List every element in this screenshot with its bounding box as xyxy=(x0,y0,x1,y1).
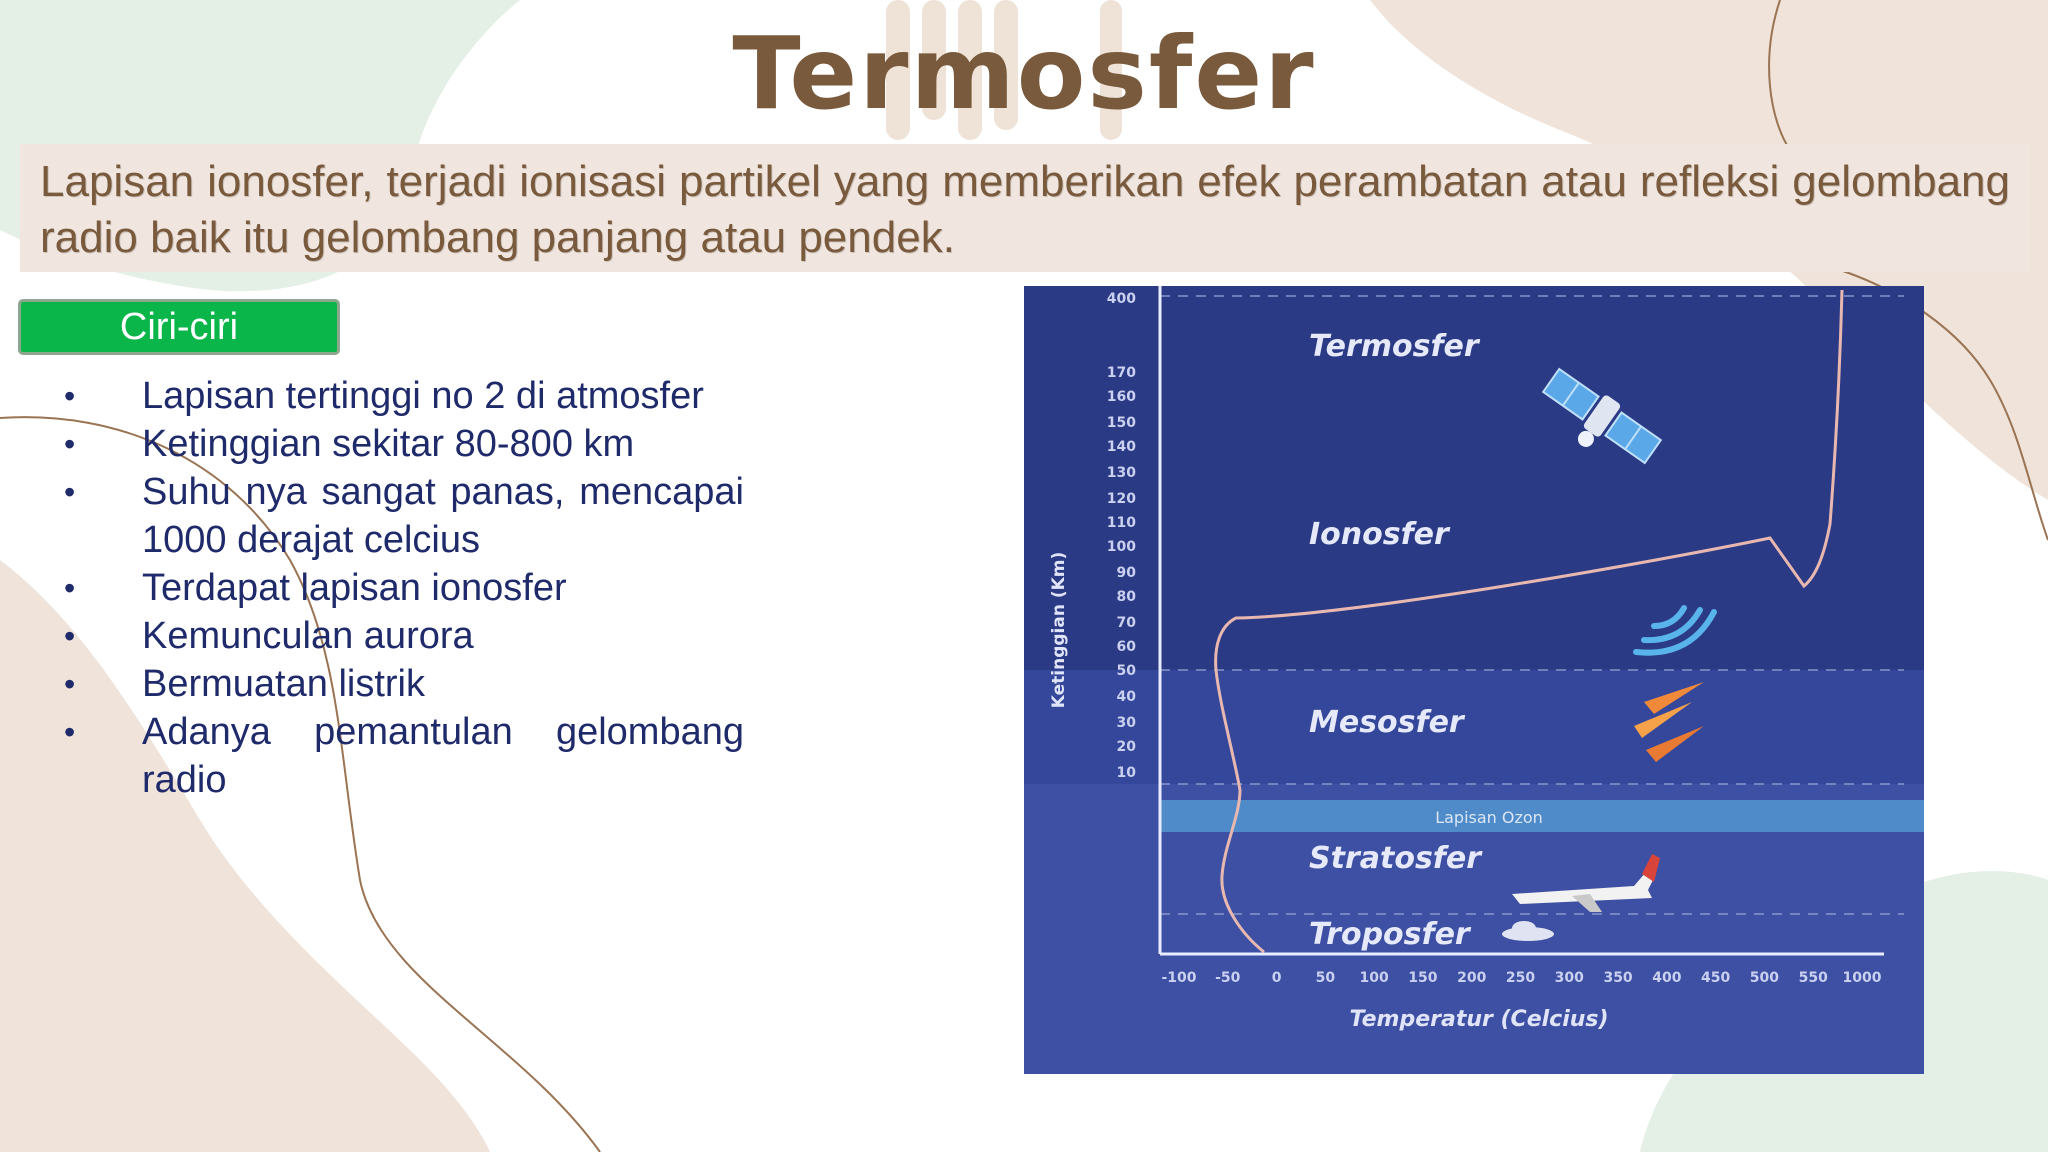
ozone-label: Lapisan Ozon xyxy=(1435,808,1543,827)
atmosphere-layers-figure xyxy=(1024,286,1924,1074)
feature-item: • Suhu nya sangat panas, mencapai 1000 derajat celcius xyxy=(60,468,744,564)
bullet-icon: • xyxy=(64,618,76,654)
y-axis-label: Ketinggian (Km) xyxy=(1049,551,1069,709)
intro-text: Lapisan ionosfer, terjadi ionisasi partikel yang memberikan efek perambatan atau refleksi gelombang radio baik itu gelombang panjang atau pendek. xyxy=(40,157,2010,262)
x-tick-label: 150 xyxy=(1408,970,1438,986)
mesosfer-label: Mesosfer xyxy=(1309,705,1464,740)
y-tick-label: 100 xyxy=(1106,539,1136,555)
bullet-icon: • xyxy=(64,378,76,414)
y-tick-label: 60 xyxy=(1116,639,1136,655)
feature-item: • Adanya pemantulan gelombang radio xyxy=(60,708,744,804)
y-tick-label: 150 xyxy=(1106,415,1136,431)
x-tick-label: 400 xyxy=(1652,970,1682,986)
ionosfer-label: Ionosfer xyxy=(1309,517,1449,552)
x-tick-label: 100 xyxy=(1359,970,1389,986)
y-tick-label: 80 xyxy=(1116,589,1136,605)
feature-item: • Terdapat lapisan ionosfer xyxy=(60,564,744,612)
stratosfer-label: Stratosfer xyxy=(1309,841,1481,876)
y-tick-label: 90 xyxy=(1116,565,1136,581)
x-axis-label: Temperatur (Celcius) xyxy=(1349,1007,1609,1032)
y-tick-label: 120 xyxy=(1106,491,1136,507)
x-tick-label: 450 xyxy=(1701,970,1731,986)
x-tick-label: 50 xyxy=(1315,970,1336,986)
y-tick-label: 160 xyxy=(1106,389,1136,405)
feature-list xyxy=(60,372,744,804)
x-tick-label: 300 xyxy=(1554,970,1584,986)
y-tick-label: 20 xyxy=(1116,739,1136,755)
termosfer-label: Termosfer xyxy=(1309,329,1479,364)
bullet-icon: • xyxy=(64,426,76,462)
troposfer-label: Troposfer xyxy=(1309,917,1470,952)
feature-item: • Ketinggian sekitar 80-800 km xyxy=(60,420,744,468)
y-tick-label: 170 xyxy=(1106,365,1136,381)
feature-item: • Bermuatan listrik xyxy=(60,660,744,708)
bullet-icon: • xyxy=(64,570,76,606)
y-tick-label: 40 xyxy=(1116,689,1136,705)
x-tick-label: 1000 xyxy=(1842,970,1882,986)
x-tick-label: 500 xyxy=(1749,970,1780,986)
intro-box xyxy=(20,144,2030,272)
x-tick-label: 200 xyxy=(1457,970,1487,986)
feature-item: • Kemunculan aurora xyxy=(60,612,744,660)
y-tick-label: 50 xyxy=(1116,663,1136,679)
x-tick-label: 250 xyxy=(1505,970,1536,986)
ciri-ciri-badge: Ciri-ciri xyxy=(18,299,340,355)
y-tick-label: 30 xyxy=(1116,715,1136,731)
x-tick-label: -50 xyxy=(1215,970,1241,986)
bullet-icon: • xyxy=(64,474,76,510)
y-tick-label: 140 xyxy=(1106,439,1136,455)
bullet-icon: • xyxy=(64,666,76,702)
x-tick-label: -100 xyxy=(1161,970,1197,986)
x-tick-label: 550 xyxy=(1798,970,1828,986)
feature-item: • Lapisan tertinggi no 2 di atmosfer xyxy=(60,372,744,420)
slide-title: Termosfer xyxy=(732,15,1316,132)
y-tick-label: 130 xyxy=(1106,465,1136,481)
x-tick-label: 0 xyxy=(1271,970,1282,986)
y-tick-label: 70 xyxy=(1116,615,1136,631)
y-tick-label: 10 xyxy=(1116,765,1136,781)
y-tick-label: 400 xyxy=(1106,291,1136,307)
y-tick-label: 110 xyxy=(1106,515,1136,531)
x-tick-label: 350 xyxy=(1603,970,1633,986)
bullet-icon: • xyxy=(64,714,76,750)
